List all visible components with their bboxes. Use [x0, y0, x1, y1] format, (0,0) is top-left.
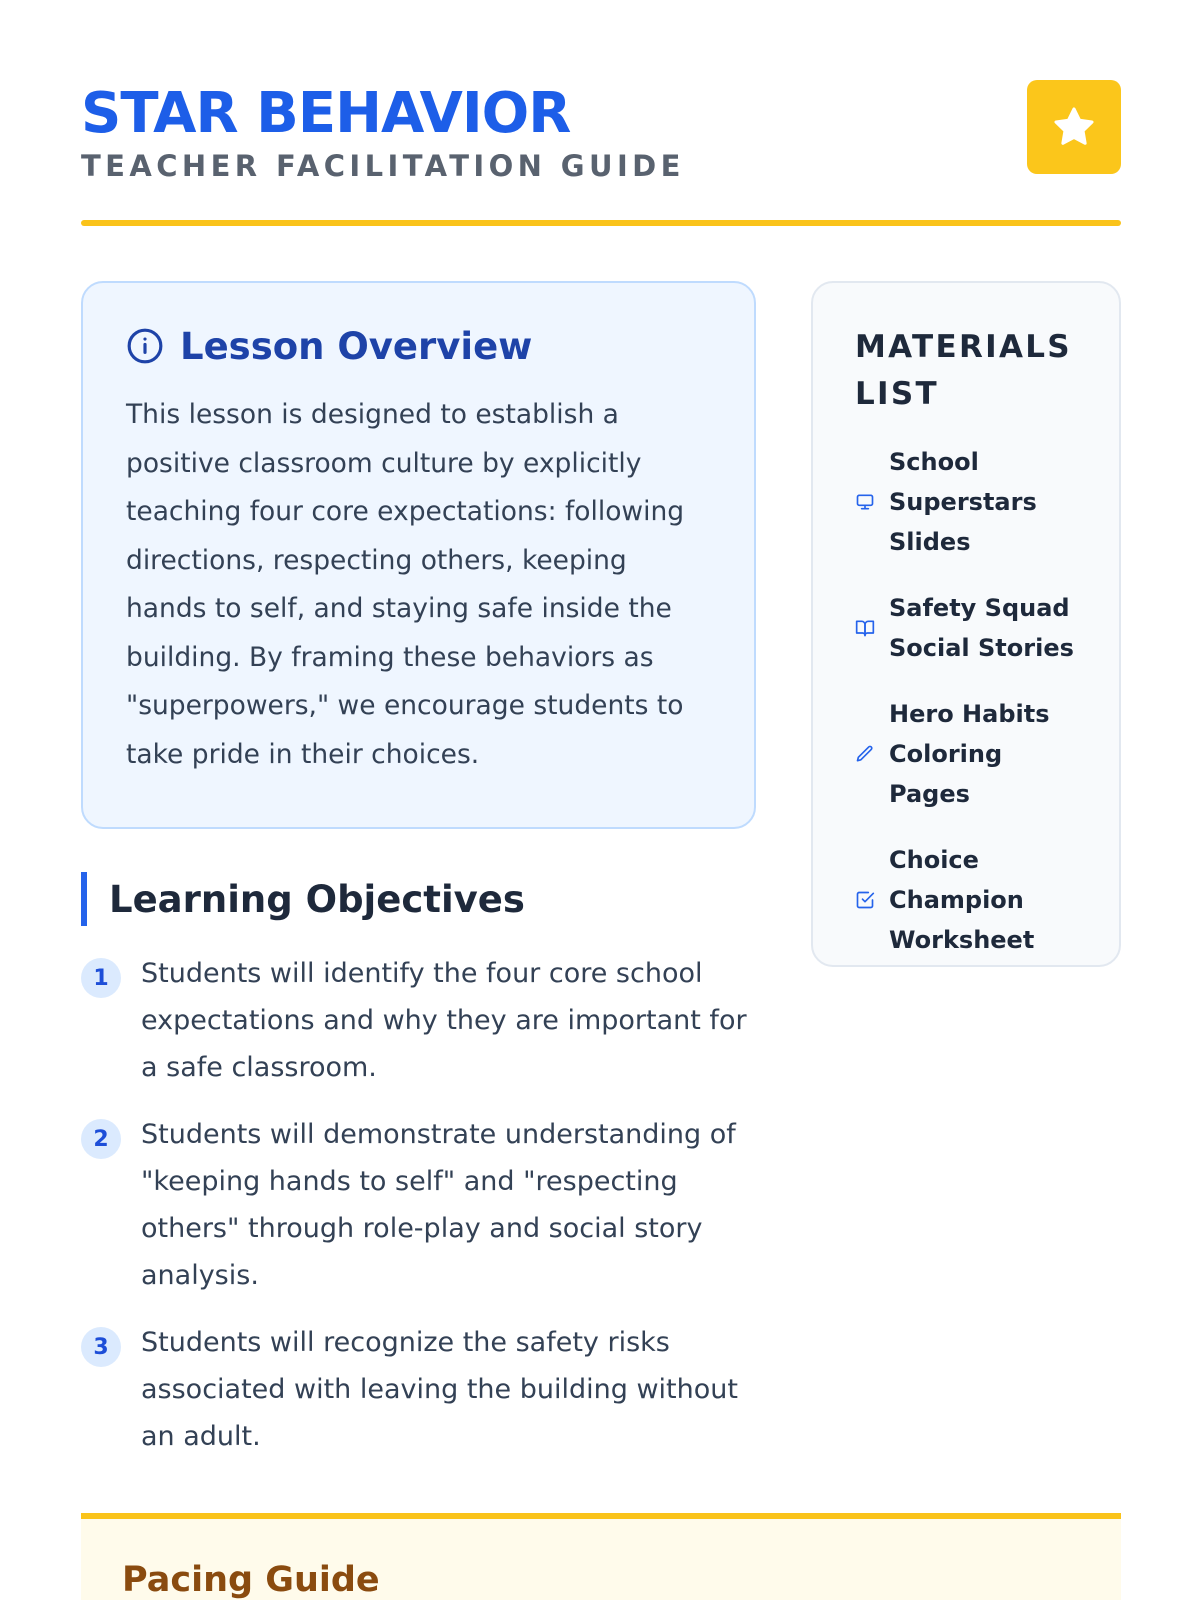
- material-label: School Superstars Slides: [889, 448, 1037, 556]
- page-title: STAR BEHAVIOR: [81, 81, 571, 146]
- list-item: [81, 1111, 756, 1299]
- objective-number-badge: 2: [81, 1119, 121, 1159]
- pencil-icon: [855, 744, 875, 764]
- material-item: [855, 840, 1099, 960]
- list-item: [81, 950, 756, 1091]
- material-item: [855, 442, 1099, 562]
- objective-number-badge: 3: [81, 1327, 121, 1367]
- star-icon: [1051, 104, 1097, 150]
- learning-objectives-title: Learning Objectives: [109, 877, 525, 921]
- materials-list-heading: MATERIALS LIST: [855, 329, 1072, 412]
- lesson-overview-body: This lesson is designed to establish a positive classroom culture by explicitly teaching four core expectations: following directions, respecting others, keeping hands to self, and staying safe inside the building. By framing these behaviors as "superpowers," we encourage students to take pride in their choices.: [126, 399, 685, 770]
- page-subtitle: TEACHER FACILITATION GUIDE: [81, 149, 685, 183]
- info-icon: [126, 327, 164, 365]
- learning-objectives-heading: [81, 872, 525, 926]
- checkbox-icon: [855, 890, 875, 910]
- objective-number-badge: 1: [81, 958, 121, 998]
- material-label: Safety Squad Social Stories: [889, 594, 1074, 662]
- objectives-list: [81, 950, 756, 1480]
- material-item: [855, 694, 1099, 814]
- lesson-overview-heading: [126, 324, 714, 368]
- objective-text: Students will recognize the safety risks associated with leaving the building without an adult.: [141, 1327, 738, 1452]
- pacing-guide-section: [81, 1513, 1121, 1600]
- objective-text: Students will demonstrate understanding of "keeping hands to self" and "respecting others" through role-play and social story analysis.: [141, 1119, 736, 1291]
- page-header: [81, 78, 1121, 228]
- material-label: Hero Habits Coloring Pages: [889, 700, 1050, 808]
- materials-list-card: [811, 281, 1121, 967]
- pacing-guide-heading: Pacing Guide: [122, 1560, 380, 1600]
- lesson-overview-title: Lesson Overview: [180, 324, 533, 368]
- material-label: Choice Champion Worksheet: [889, 846, 1035, 954]
- book-icon: [855, 618, 875, 638]
- list-item: [81, 1319, 756, 1460]
- objective-text: Students will identify the four core school expectations and why they are important for a safe classroom.: [141, 958, 747, 1083]
- material-item: [855, 588, 1099, 668]
- header-divider: [81, 220, 1121, 226]
- lesson-overview-card: [81, 281, 756, 829]
- presentation-icon: [855, 492, 875, 512]
- star-badge: [1027, 80, 1121, 174]
